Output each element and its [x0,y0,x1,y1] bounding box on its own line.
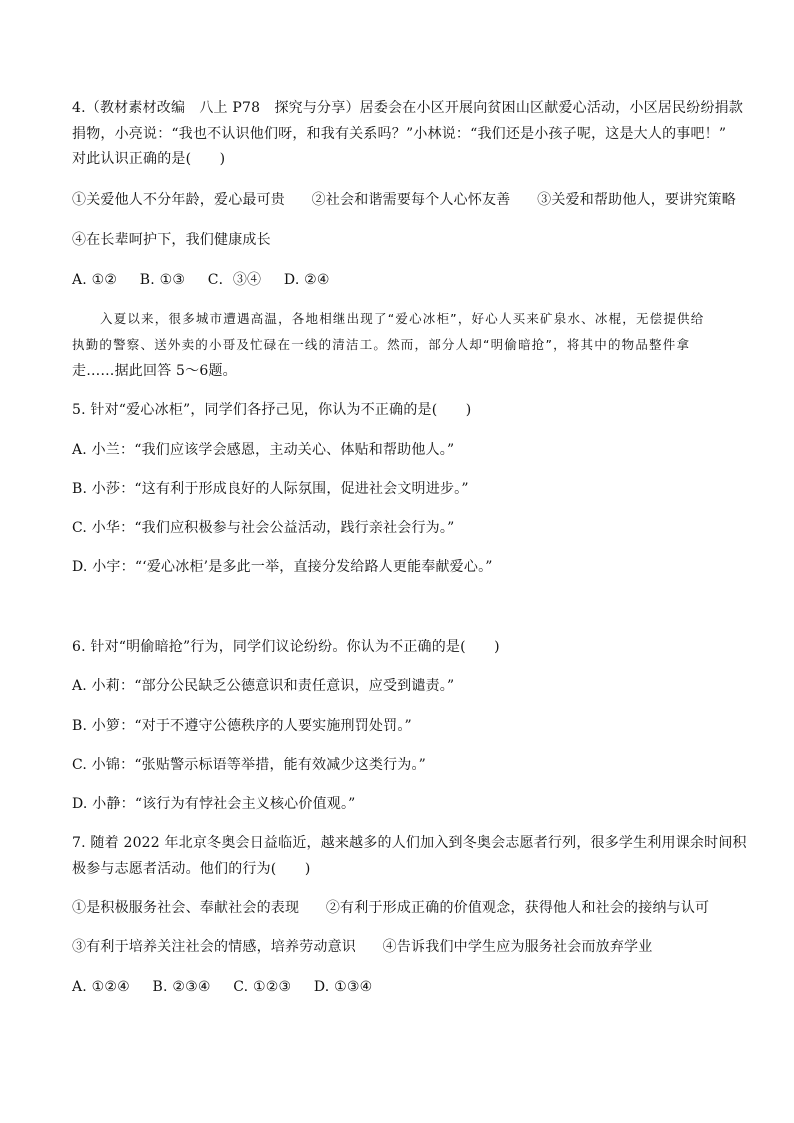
q5-option-d: D. 小宇：“‘爱心冰柜’是多此一举，直接分发给路人更能奉献爱心。” [72,559,493,575]
q7-statement-2: ②有利于形成正确的价值观念，获得他人和社会的接纳与认可 [325,900,710,916]
q5-option-c: C. 小华：“我们应积极参与社会公益活动，践行亲社会行为。” [72,520,455,536]
q5-option-a: A. 小兰：“我们应该学会感恩，主动关心、体贴和帮助他人。” [72,442,455,458]
q4-options [72,270,732,290]
passage-line3: 走……据此回答 5～6题。 [72,363,237,379]
q6-stem: 6. 针对“明偷暗抢”行为，同学们议论纷纷。你认为不正确的是( ) [72,639,500,655]
q4-statement-1: ①关爱他人不分年龄，爱心最可贵 [72,192,285,208]
q7-statements-row1 [72,898,732,918]
q5-stem: 5. 针对“爱心冰柜”，同学们各抒己见，你认为不正确的是( ) [72,402,472,418]
q4-option-b: B. ①③ [139,272,186,288]
q6-option-d: D. 小静：“该行为有悖社会主义核心价值观。” [72,796,356,812]
q4-statement-2: ②社会和谐需要每个人心怀友善 [311,192,511,208]
q4-stem-line1: 4.（教材素材改编 八上 P78 探究与分享）居委会在小区开展向贫困山区献爱心活动，小区居民纷纷捐款 [72,100,744,116]
q7-options [72,977,732,997]
q5-option-b: B. 小莎：“这有利于形成良好的人际氛围，促进社会文明进步。” [72,481,469,497]
q4-option-c: C．③④ [207,272,262,288]
q7-option-d: D. ①③④ [313,979,373,995]
q4-statements-row1 [72,190,736,210]
q7-option-a: A. ①②④ [72,979,130,995]
q6-option-a: A. 小莉：“部分公民缺乏公德意识和责任意识，应受到谴责。” [72,678,455,694]
q4-option-a: A. ①② [72,272,118,288]
q7-statements-row2 [72,937,732,957]
q6-option-c: C. 小锦：“张贴警示标语等举措，能有效减少这类行为。” [72,757,427,773]
passage-line2: 执勤的警察、送外卖的小哥及忙碌在一线的清洁工。然而，部分人却“明偷暗抢”，将其中的物品整件拿 [72,337,691,352]
q7-option-c: C. ①②③ [233,979,292,995]
q7-statement-1: ①是积极服务社会、奉献社会的表现 [72,900,300,916]
q7-statement-4: ④告诉我们中学生应为服务社会而放弃学业 [382,939,653,955]
q4-stem-line3: 对此认识正确的是( ) [72,151,226,167]
q4-option-d: D. ②④ [283,272,330,288]
q4-statement-4: ④在长辈呵护下，我们健康成长 [72,232,271,248]
q6-option-b: B. 小箩：“对于不遵守公德秩序的人要实施刑罚处罚。” [72,718,412,734]
q7-stem-line1: 7. 随着 2022 年北京冬奥会日益临近，越来越多的人们加入到冬奥会志愿者行列，很多学生利用课余时间积 [72,835,747,851]
q4-statement-3: ③关爱和帮助他人，要讲究策略 [537,192,736,208]
q7-stem-line2: 极参与志愿者活动。他们的行为( ) [72,861,311,877]
passage-line1: 入夏以来，很多城市遭遇高温，各地相继出现了“爱心冰柜”，好心人买来矿泉水、冰棍，无偿提供给 [100,311,705,326]
q7-statement-3: ③有利于培养关注社会的情感，培养劳动意识 [72,939,356,955]
q4-stem-line2: 捐物，小亮说：“我也不认识他们呀，和我有关系吗？”小林说：“我们还是小孩子呢，这是大人的事吧！” [72,126,727,142]
q7-option-b: B. ②③④ [152,979,211,995]
